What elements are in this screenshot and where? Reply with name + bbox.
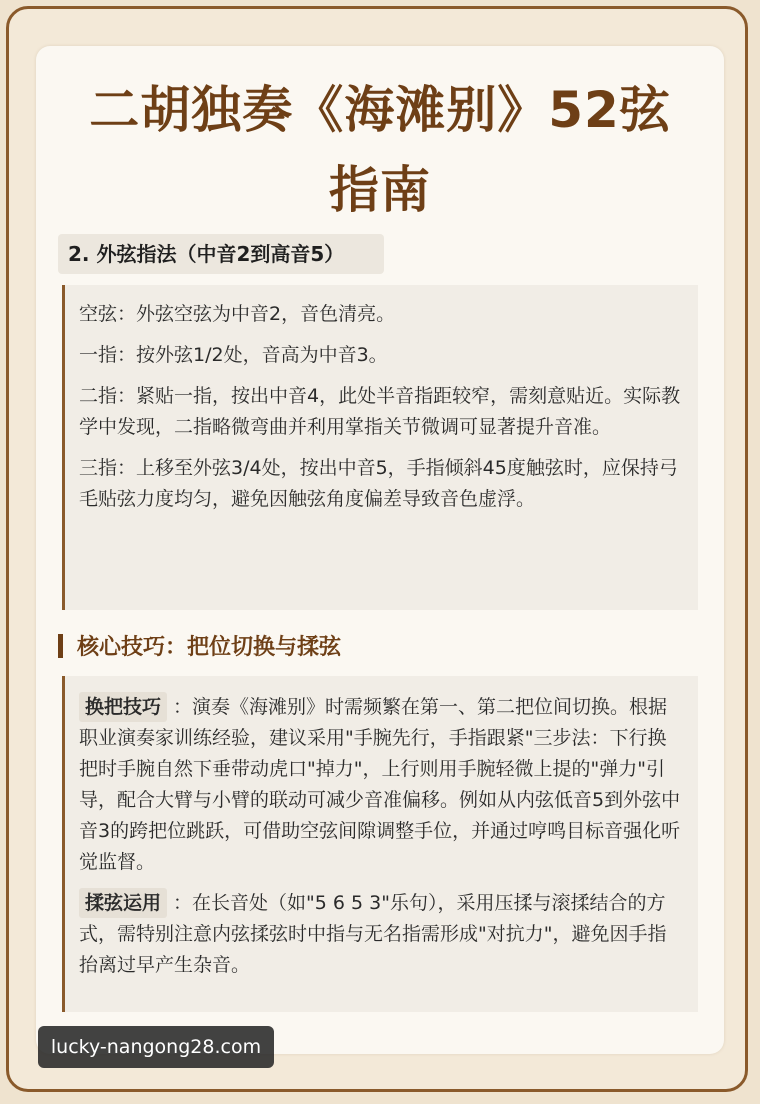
shifting-label: 换把技巧 bbox=[79, 692, 167, 722]
title-line-2: 指南 bbox=[329, 161, 431, 219]
fingering-second-finger: 二指：紧贴一指，按出中音4，此处半音指距较窄，需刻意贴近。实际教学中发现，二指略微弯曲并利用掌指关节微调可显著提升音准。 bbox=[79, 385, 681, 438]
technique-vibrato bbox=[79, 888, 684, 981]
technique-box bbox=[62, 676, 698, 1012]
heading-accent-bar bbox=[58, 634, 63, 658]
vibrato-label: 揉弦运用 bbox=[79, 888, 167, 918]
fingering-first-finger: 一指：按外弦1/2处，音高为中音3。 bbox=[79, 344, 388, 366]
technique-shifting bbox=[79, 692, 684, 878]
fingering-third-finger: 三指：上移至外弦3/4处，按出中音5，手指倾斜45度触弦时，应保持弓毛贴弦力度均匀，避免因触弦角度偏差导致音色虚浮。 bbox=[79, 457, 678, 510]
vibrato-text: ：在长音处（如"5 6 5 3"乐句），采用压揉与滚揉结合的方式，需特别注意内弦揉弦时中指与无名指需形成"对抗力"，避免因手指抬离过早产生杂音。 bbox=[79, 892, 667, 976]
shifting-text: ：演奏《海滩别》时需频繁在第一、第二把位间切换。根据职业演奏家训练经验，建议采用"手腕先行，手指跟紧"三步法：下行换把时手腕自然下垂带动虎口"掉力"，上行则用手腕轻微上提的"弹力"引导，配合大臂与小臂的联动可减少音准偏移。例如从内弦低音5到外弦中音3的跨把位跳跃，可借助空弦间隙调整手位，并通过哼鸣目标音强化听觉监督。 bbox=[79, 696, 681, 873]
page-title bbox=[0, 70, 760, 230]
watermark: lucky-nangong28.com bbox=[38, 1026, 274, 1068]
section-heading-outer-string: 2. 外弦指法（中音2到高音5） bbox=[58, 234, 384, 274]
core-technique-heading bbox=[58, 628, 341, 668]
core-technique-heading-text: 核心技巧：把位切换与揉弦 bbox=[77, 635, 342, 660]
fingering-open-string: 空弦：外弦空弦为中音2，音色清亮。 bbox=[79, 303, 396, 325]
title-line-1: 二胡独奏《海滩别》52弦 bbox=[89, 81, 671, 139]
fingering-box bbox=[62, 285, 698, 610]
